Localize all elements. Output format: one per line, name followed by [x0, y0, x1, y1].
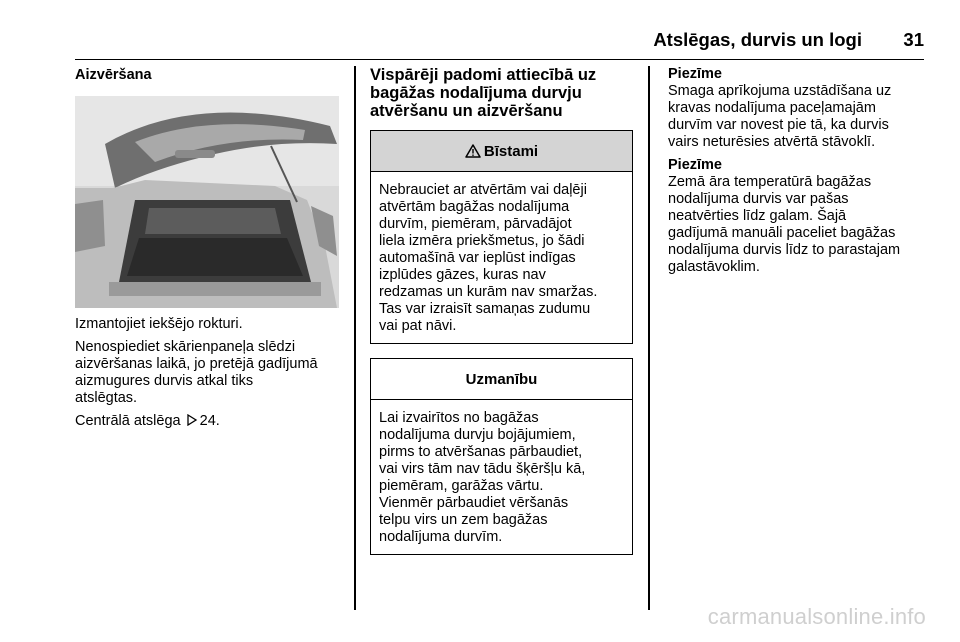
watermark: carmanualsonline.info — [707, 604, 926, 629]
heading-line: atvēršanu un aizvēršanu — [370, 102, 563, 120]
text-line: atslēgtas. — [75, 390, 138, 406]
note-heavy-equipment — [668, 83, 928, 151]
text-line: vairs neturēsies atvērtā stāvoklī. — [668, 134, 876, 150]
text-line: piemēram, garāžas vārtu. — [379, 478, 544, 494]
danger-box — [370, 130, 633, 344]
note-low-temperature — [668, 174, 928, 276]
text-line: durvīm, piemēram, pārvadājot — [379, 216, 572, 232]
warning-triangle-icon — [465, 144, 481, 158]
caution-title: Uzmanību — [465, 370, 538, 388]
column-divider-1 — [354, 66, 356, 610]
text-line: izplūdes gāzes, kuras nav — [379, 267, 546, 283]
note-label: Piezīme — [668, 66, 722, 82]
text-line: aizvēršanas laikā, jo pretējā gadījumā — [75, 356, 318, 372]
danger-box-header — [371, 131, 632, 172]
text-line: galastāvoklim. — [668, 259, 760, 275]
text-line: nodalījuma durvju bojājumiem, — [379, 427, 576, 443]
text-line: Vienmēr pārbaudiet vēršanās — [379, 495, 569, 511]
text-line: vai virs tām nav tādu šķēršļu kā, — [379, 461, 586, 477]
text-line: Zemā āra temperatūrā bagāžas — [668, 174, 872, 190]
paragraph-touchpad-warning — [75, 339, 343, 407]
text-line: Smaga aprīkojuma uzstādīšana uz — [668, 83, 892, 99]
section-heading-general-tips — [370, 66, 632, 120]
text-line: aizmugures durvis atkal tiks — [75, 373, 254, 389]
text-line: nodalījuma durvis var pašas — [668, 191, 849, 207]
column-divider-2 — [648, 66, 650, 610]
danger-box-body — [371, 172, 632, 343]
column-3 — [668, 66, 928, 282]
text-line: redzamas un kurām nav smaržas. — [379, 284, 598, 300]
text-line: neatvērties līdz galam. Šajā — [668, 208, 847, 224]
paragraph-central-lock-reference — [75, 413, 343, 430]
caution-box-body — [371, 400, 632, 554]
column-1 — [75, 66, 343, 436]
text-line: atvērtām bagāžas nodalījuma — [379, 199, 570, 215]
heading-line: bagāžas nodalījuma durvju — [370, 84, 582, 102]
text-line: vai pat nāvi. — [379, 318, 457, 334]
heading-line: Vispārēji padomi attiecībā uz — [370, 66, 597, 84]
text-line: automašīnā var ieplūst indīgas — [379, 250, 576, 266]
caution-box-header — [371, 359, 632, 400]
caution-box — [370, 358, 633, 555]
page-reference-arrow-icon — [187, 414, 198, 426]
text-line: Tas var izraisīt samaņas zudumu — [379, 301, 591, 317]
text-line: nodalījuma durvis līdz to parastajam — [668, 242, 901, 258]
central-lock-text: Centrālā atslēga — [75, 413, 181, 429]
text-line: Nenospiediet skārienpaneļa slēdzi — [75, 339, 296, 355]
header-title: Atslēgas, durvis un logi — [653, 29, 862, 50]
text-line: gadījumā manuāli paceliet bagāžas — [668, 225, 896, 241]
column-2 — [370, 66, 632, 555]
text-line: liela izmēra priekšmetus, jo šādi — [379, 233, 585, 249]
text-line: kravas nodalījuma paceļamajām — [668, 100, 876, 116]
page-header — [75, 29, 924, 60]
car-rear-open-tailgate-photo — [75, 96, 339, 308]
text-line: durvīm var novest pie tā, ka durvis — [668, 117, 889, 133]
text-line: telpu virs un zem bagāžas — [379, 512, 548, 528]
note-label: Piezīme — [668, 157, 722, 173]
section-heading-closing: Aizvēršana — [75, 67, 152, 83]
danger-title: Bīstami — [483, 142, 539, 160]
text-line: Lai izvairītos no bagāžas — [379, 410, 539, 426]
paragraph-use-inner-handle: Izmantojiet iekšējo rokturi. — [75, 316, 243, 332]
text-line: nodalījuma durvīm. — [379, 529, 503, 545]
text-line: Nebrauciet ar atvērtām vai daļēji — [379, 182, 587, 198]
page-reference-link[interactable]: 24. — [199, 413, 220, 429]
page-number: 31 — [903, 29, 924, 50]
text-line: pirms to atvēršanas pārbaudiet, — [379, 444, 583, 460]
